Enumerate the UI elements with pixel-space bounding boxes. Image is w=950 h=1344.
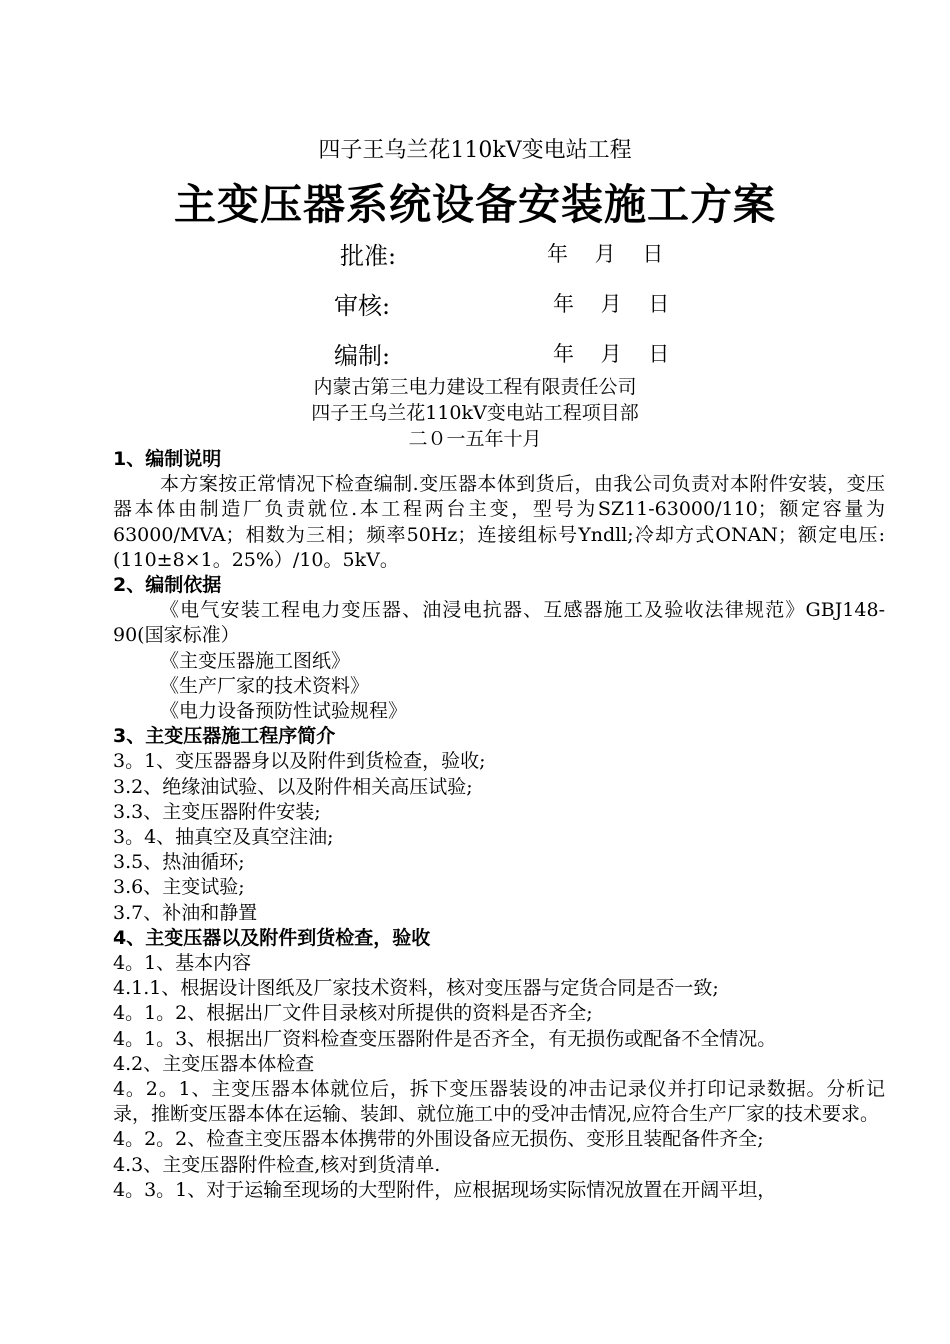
- reference-item: 《主变压器施工图纸》: [160, 649, 351, 672]
- list-item: 4。3。1、对于运输至现场的大型附件，应根据现场实际情况放置在开阔平坦，: [113, 1178, 777, 1201]
- list-item: 3.6、主变试验;: [113, 876, 245, 899]
- list-item: 3.3、主变压器附件安装;: [113, 800, 321, 823]
- list-item: 3.7、补油和静置: [113, 901, 258, 924]
- list-item: 4。1、基本内容: [113, 952, 252, 975]
- document-body: [113, 447, 885, 1203]
- section-paragraph: 本方案按正常情况下检查编制.变压器本体到货后，由我公司负责对本附件安装，变压器本体由制造厂负责就位.本工程两台主变，型号为SZ11-63000/110；额定容量为63000/MVA；相数为三相；频率50Hz；连接组标号Yndll;冷却方式ONAN；额定电压:(110±8×1。25%）/10。5kV。: [113, 473, 885, 571]
- company-name: 内蒙古第三电力建设工程有限责任公司: [313, 376, 637, 398]
- list-item: 4.1.1、根据设计图纸及厂家技术资料，核对变压器与定货合同是否一致;: [113, 977, 719, 1000]
- section-heading: 4、主变压器以及附件到货检查，验收: [113, 926, 431, 949]
- list-item: 4.2、主变压器本体检查: [113, 1052, 315, 1075]
- document-date: 二０一五年十月: [408, 428, 542, 450]
- signoff-date: 年 月 日: [547, 242, 664, 266]
- document-title: 主变压器系统设备安装施工方案: [173, 180, 776, 229]
- reference-item: 《生产厂家的技术资料》: [160, 674, 370, 697]
- section-heading: 1、编制说明: [113, 448, 222, 470]
- list-item: 4。1。2、根据出厂文件目录核对所提供的资料是否齐全;: [113, 1002, 593, 1025]
- list-item: 3.5、热油循环;: [113, 851, 245, 874]
- list-item: 4。2。1、主变压器本体就位后，拆下变压器装设的冲击记录仪并打印记录数据。分析记录，推断变压器本体在运输、装卸、就位施工中的受冲击情况,应符合生产厂家的技术要求。: [113, 1078, 885, 1126]
- list-item: 3.2、绝缘油试验、以及附件相关高压试验;: [113, 775, 473, 798]
- signoff-label: 审核:: [334, 292, 391, 320]
- list-item: 4。1。3、根据出厂资料检查变压器附件是否齐全，有无损伤或配备不全情况。: [113, 1027, 777, 1050]
- signoff-date: 年 月 日: [553, 342, 670, 366]
- list-item: 4.3、主变压器附件检查,核对到货清单.: [113, 1153, 441, 1176]
- project-subtitle: 四子王乌兰花110kV变电站工程: [318, 138, 632, 163]
- reference-item: 《电力设备预防性试验规程》: [160, 700, 408, 723]
- project-department: 四子王乌兰花110kV变电站工程项目部: [311, 402, 639, 424]
- reference-item: 《电气安装工程电力变压器、油浸电抗器、互感器施工及验收法律规范》GBJ148-90(国家标准）: [113, 599, 885, 647]
- signoff-date: 年 月 日: [553, 292, 670, 316]
- list-item: 3。4、抽真空及真空注油;: [113, 826, 334, 849]
- list-item: 4。2。2、检查主变压器本体携带的外围设备应无损伤、变形且装配备件齐全;: [113, 1128, 764, 1151]
- section-heading: 3、主变压器施工程序简介: [113, 725, 336, 748]
- list-item: 3。1、变压器器身以及附件到货检查，验收;: [113, 750, 486, 773]
- signoff-label: 批准:: [340, 242, 397, 270]
- section-heading: 2、编制依据: [113, 574, 222, 597]
- signoff-label: 编制:: [334, 342, 391, 370]
